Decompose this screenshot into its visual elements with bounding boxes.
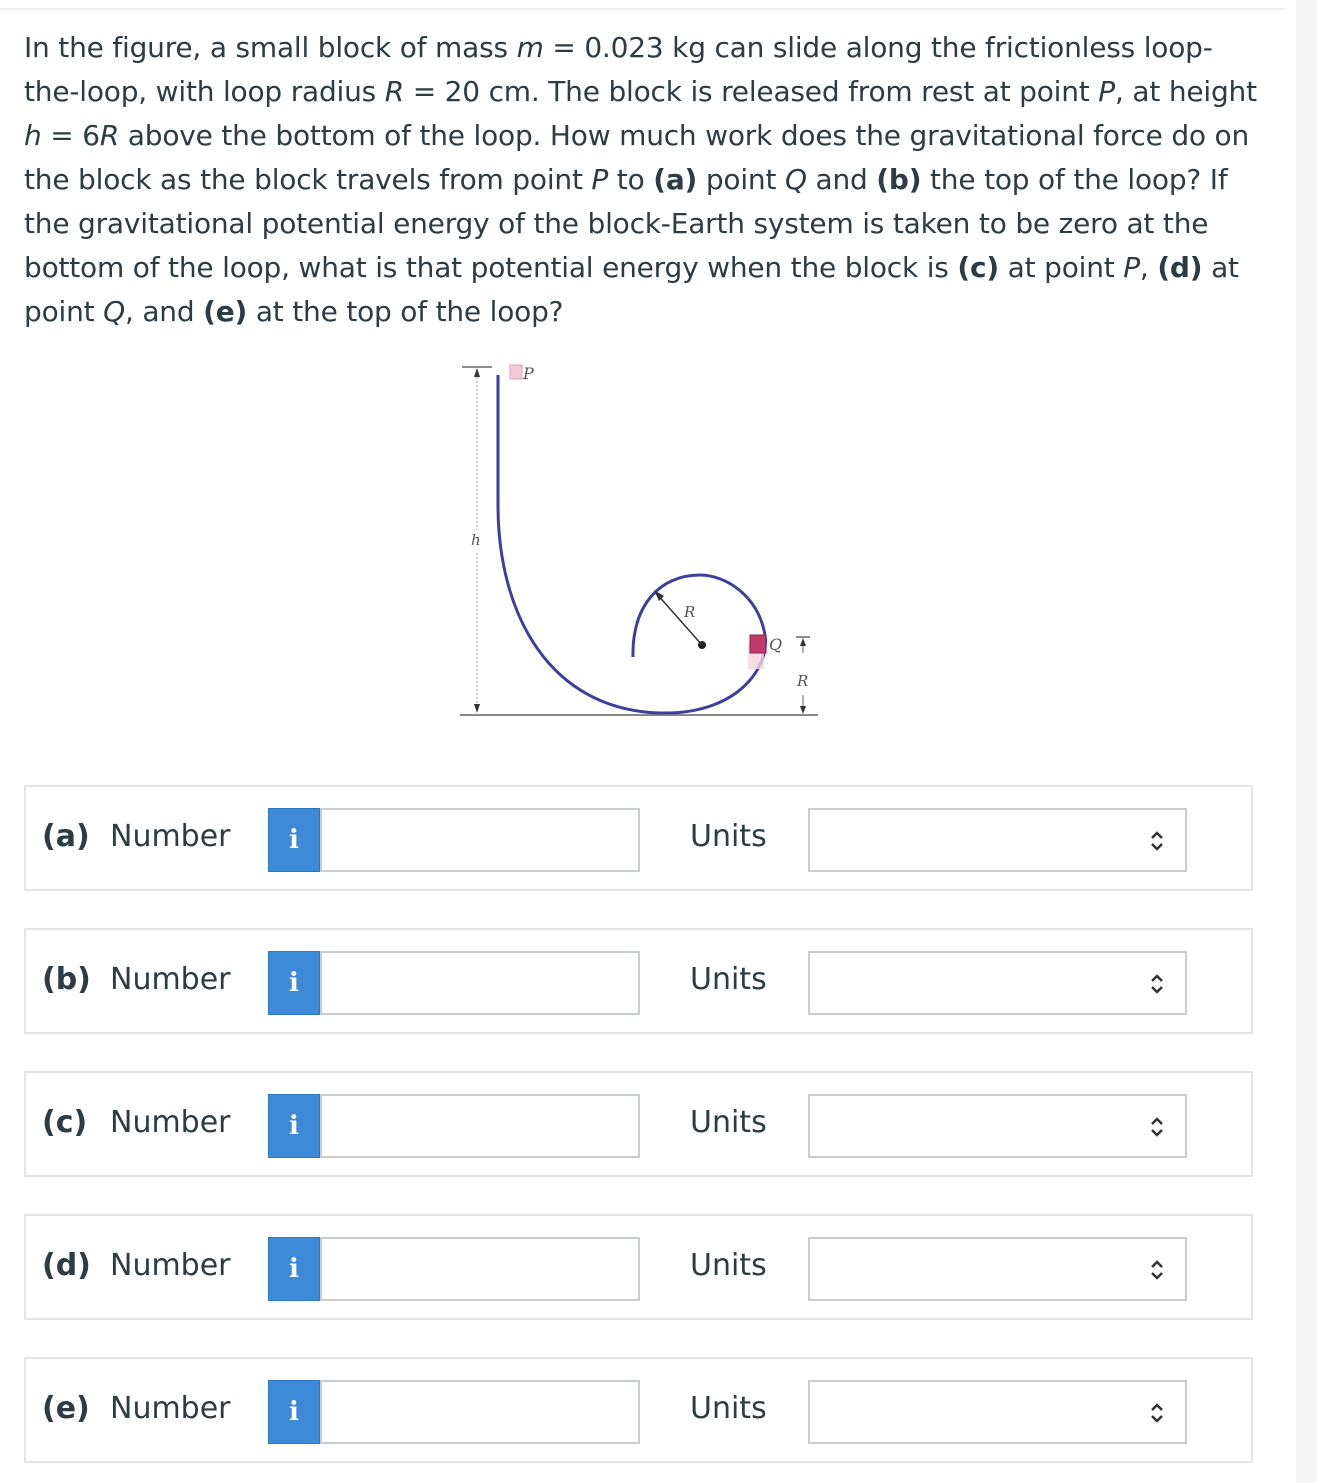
number-label: Number (110, 819, 231, 854)
q-label: Q (769, 635, 783, 654)
answer-row-e (24, 1357, 1253, 1463)
height-arrow-down (474, 704, 480, 713)
scrollbar-track[interactable] (1296, 0, 1317, 1483)
r-loop-label: R (684, 603, 696, 621)
number-input[interactable] (320, 1380, 640, 1444)
block-at-q (750, 635, 766, 653)
number-input[interactable] (320, 951, 640, 1015)
units-select[interactable] (808, 1237, 1187, 1301)
info-icon[interactable]: i (268, 1094, 320, 1158)
answer-row-b (24, 928, 1253, 1034)
units-label: Units (690, 962, 767, 997)
block-at-p (510, 365, 522, 379)
units-label: Units (690, 1248, 767, 1283)
chevron-up-down-icon (1149, 971, 1165, 997)
h-label: h (471, 531, 481, 549)
part-label: (a) (42, 819, 90, 854)
number-label: Number (110, 1105, 231, 1140)
number-label: Number (110, 1391, 231, 1426)
chevron-up-down-icon (1149, 828, 1165, 854)
answer-row-d (24, 1214, 1253, 1320)
number-input[interactable] (320, 808, 640, 872)
height-arrow-up (474, 368, 480, 377)
number-input[interactable] (320, 1237, 640, 1301)
chevron-up-down-icon (1149, 1400, 1165, 1426)
part-label: (d) (42, 1248, 91, 1283)
p-label: P (523, 364, 534, 383)
info-icon[interactable]: i (268, 951, 320, 1015)
side-r-arrow-up (800, 638, 806, 646)
number-label: Number (110, 962, 231, 997)
chevron-up-down-icon (1149, 1257, 1165, 1283)
units-select[interactable] (808, 1380, 1187, 1444)
units-select[interactable] (808, 1094, 1187, 1158)
part-label: (c) (42, 1105, 88, 1140)
r-side-label: R (797, 672, 809, 690)
number-label: Number (110, 1248, 231, 1283)
info-icon[interactable]: i (268, 1380, 320, 1444)
loop-the-loop-figure (440, 355, 840, 730)
units-label: Units (690, 1105, 767, 1140)
chevron-up-down-icon (1149, 1114, 1165, 1140)
info-icon[interactable]: i (268, 1237, 320, 1301)
side-r-arrow-down (800, 706, 806, 714)
info-icon[interactable]: i (268, 808, 320, 872)
number-input[interactable] (320, 1094, 640, 1158)
units-label: Units (690, 819, 767, 854)
part-label: (b) (42, 962, 91, 997)
units-select[interactable] (808, 951, 1187, 1015)
answer-row-c (24, 1071, 1253, 1177)
part-label: (e) (42, 1391, 90, 1426)
units-label: Units (690, 1391, 767, 1426)
question-text: In the figure, a small block of mass m = 0.023 kg can slide along the frictionless loop-the-loop, with loop radius R = 20 cm. The block is released from rest at point P, at height h = 6R above the bottom of the loop. How much work does the gravitational force do on the block as the block travels from point P to (a) point Q and (b) the top of the loop? If the gravitational potential energy of the block-Earth system is taken to be zero at the bottom of the loop, what is that potential energy when the block is (c) at point P, (d) at point Q, and (e) at the top of the loop? (24, 31, 1257, 328)
units-select[interactable] (808, 808, 1187, 872)
answer-row-a (24, 785, 1253, 891)
top-divider (0, 8, 1285, 10)
loop-track (498, 375, 766, 713)
